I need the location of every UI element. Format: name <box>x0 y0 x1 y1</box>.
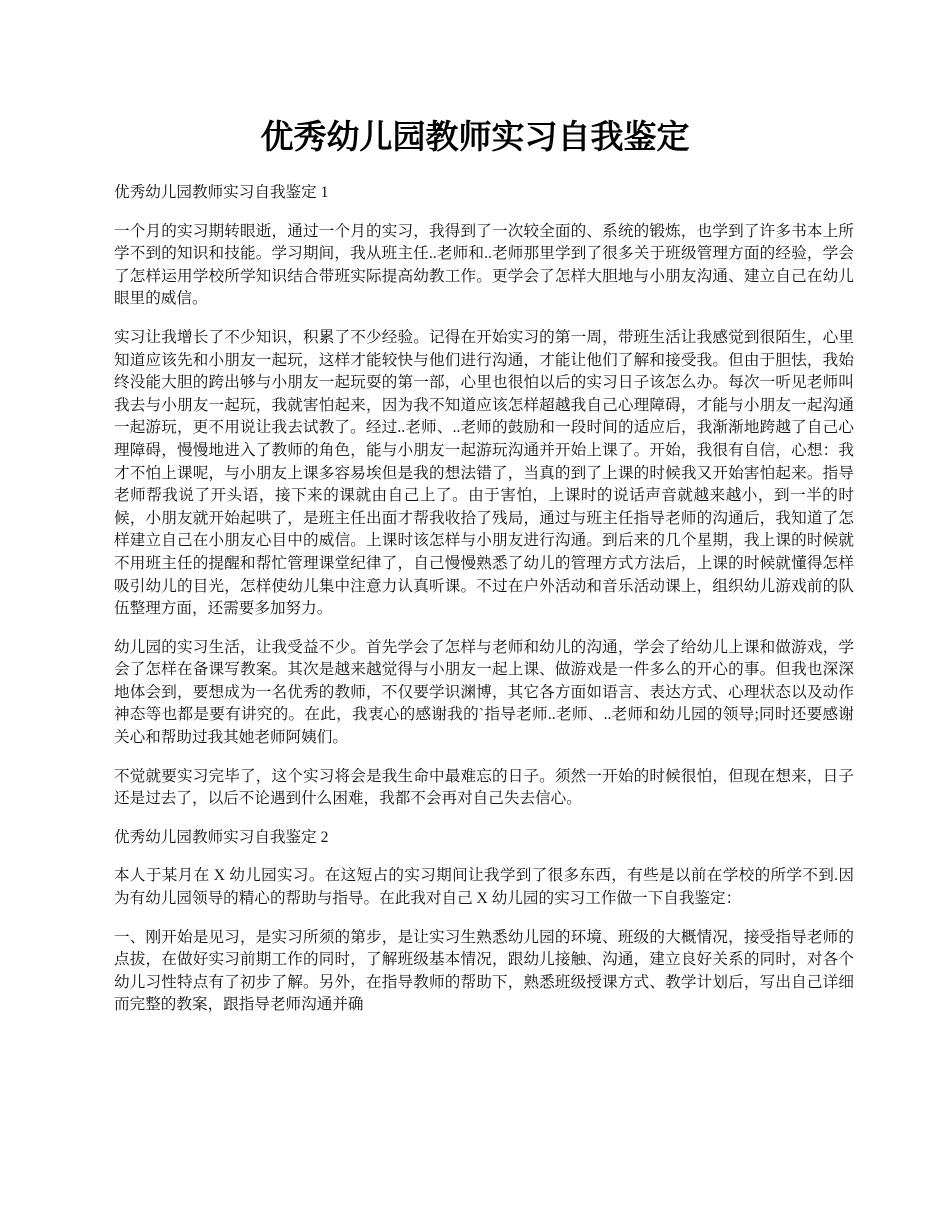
section-heading-1: 优秀幼儿园教师实习自我鉴定 1 <box>114 184 329 201</box>
document-body <box>114 182 854 1033</box>
paragraph: 本人于某月在 X 幼儿园实习。在这短占的实习期间让我学到了很多东西，有些是以前在学校的所学不到.因为有幼儿园领导的精心的帮助与指导。在此我对自己 X 幼儿园的实习工作做一下自我鉴定： <box>114 867 854 908</box>
paragraph: 一个月的实习期转眼逝，通过一个月的实习，我得到了一次较全面的、系统的锻炼，也学到了许多书本上所学不到的知识和技能。学习期间，我从班主任..老师和..老师那里学到了很多关于班级管理方面的经验，学会了怎样运用学校所学知识结合带班实际提高幼教工作。更学会了怎样大胆地与小朋友沟通、建立自己在幼儿眼里的威信。 <box>114 222 854 308</box>
paragraph: 一、刚开始是见习，是实习所须的第步，是让实习生熟悉幼儿园的环境、班级的大概情况，接受指导老师的点拔，在做好实习前期工作的同时，了解班级基本情况，跟幼儿接触、沟通，建立良好关系的同时，对各个幼儿习性特点有了初步了解。另外，在指导教师的帮助下，熟悉班级授课方式、教学计划后，写出自己详细而完整的教案，跟指导老师沟通并确 <box>114 928 854 1014</box>
paragraph: 幼儿园的实习生活，让我受益不少。首先学会了怎样与老师和幼儿的沟通，学会了给幼儿上课和做游戏，学会了怎样在备课写教案。其次是越来越觉得与小朋友一起上课、做游戏是一件多么的开心的事。但我也深深地体会到，要想成为一名优秀的教师，不仅要学识渊博，其它各方面如语言、表达方式、心理状态以及动作神态等也都是要有讲究的。在此，我衷心的感谢我的`指导老师..老师、..老师和幼儿园的领导;同时还要感谢关心和帮助过我其她老师阿姨们。 <box>114 638 854 747</box>
document-title: 优秀幼儿园教师实习自我鉴定 <box>260 117 690 156</box>
paragraph: 实习让我增长了不少知识，积累了不少经验。记得在开始实习的第一周，带班生活让我感觉到很陌生，心里知道应该先和小朋友一起玩，这样才能较快与他们进行沟通，才能让他们了解和接受我。但由于胆怯，我始终没能大胆的跨出够与小朋友一起玩耍的第一部，心里也很怕以后的实习日子该怎么办。每次一听见老师叫我去与小朋友一起玩，我就害怕起来，因为我不知道应该怎样超越我自己心理障碍，才能与小朋友一起沟通一起游玩，更不用说让我去试教了。经过..老师、..老师的鼓励和一段时间的适应后，我渐渐地跨越了自己心理障碍，慢慢地进入了教师的角色，能与小朋友一起游玩沟通并开始上课了。开始，我很有自信，心想：我才不怕上课呢，与小朋友上课多容易埃但是我的想法错了，当真的到了上课的时候我又开始害怕起来。指导老师帮我说了开头语，接下来的课就由自己上了。由于害怕，上课时的说话声音就越来越小，到一半的时候，小朋友就开始起哄了，是班主任出面才帮我收拾了残局，通过与班主任指导老师的沟通后，我知道了怎样建立自己在小朋友心目中的威信。上课时该怎样与小朋友进行沟通。到后来的几个星期，我上课的时候就不用班主任的提醒和帮忙管理课堂纪律了，自己慢慢熟悉了幼儿的管理方式方法后，上课的时候就懂得怎样吸引幼儿的目光，怎样使幼儿集中注意力认真听课。不过在户外活动和音乐活动课上，组织幼儿游戏前的队伍整理方面，还需要多加努力。 <box>114 328 854 618</box>
paragraph: 不觉就要实习完毕了，这个实习将会是我生命中最难忘的日子。须然一开始的时候很怕，但现在想来，日子还是过去了，以后不论遇到什么困难，我都不会再对自己失去信心。 <box>114 767 854 808</box>
section-heading-2: 优秀幼儿园教师实习自我鉴定 2 <box>114 828 329 846</box>
